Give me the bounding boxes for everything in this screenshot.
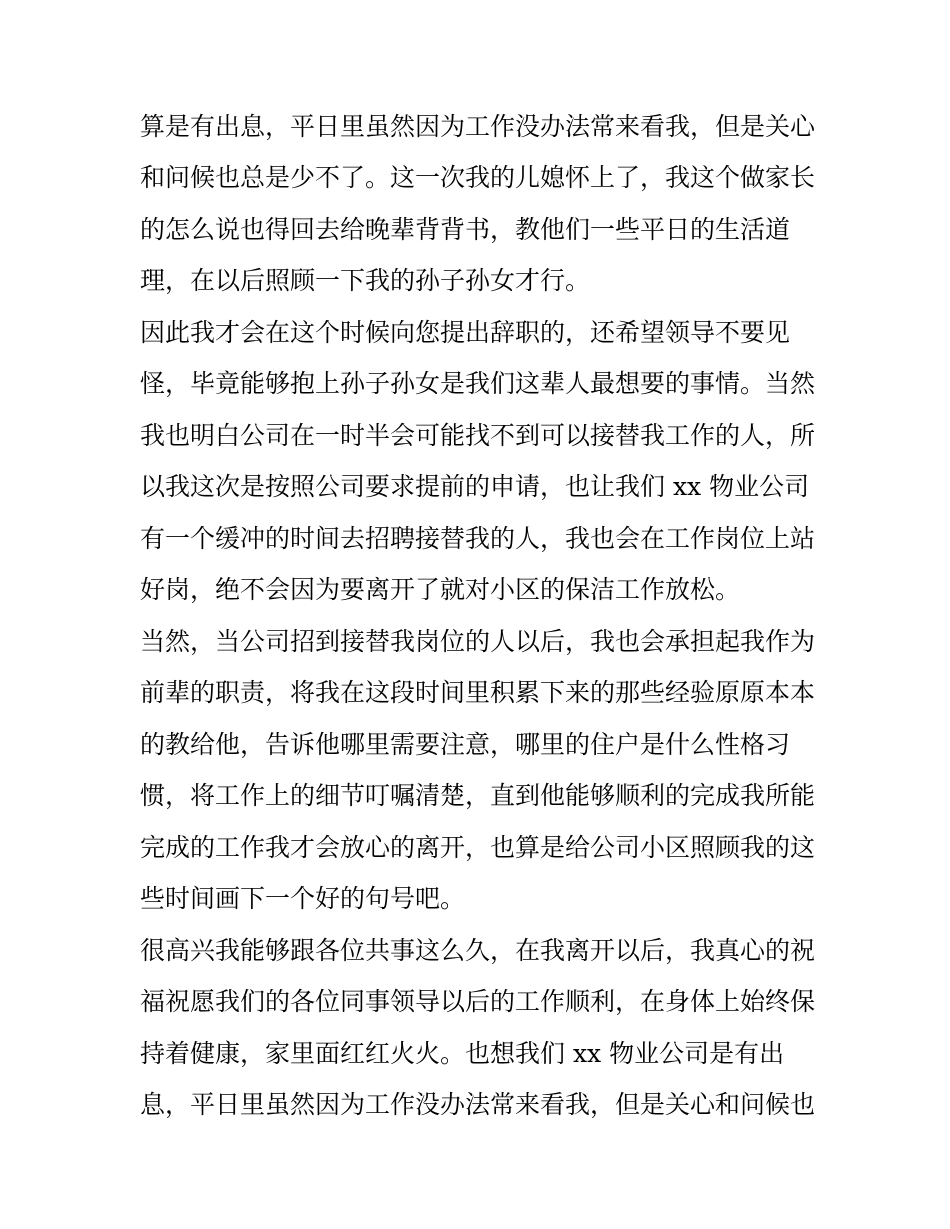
text-line: 很高兴我能够跟各位共事这么久，在我离开以后，我真心的祝 bbox=[140, 936, 816, 965]
text-line: 有一个缓冲的时间去招聘接替我的人，我也会在工作岗位上站 bbox=[140, 524, 816, 553]
text-line: 我也明白公司在一时半会可能找不到可以接替我工作的人，所 bbox=[140, 421, 816, 450]
text-line: 怪，毕竟能够抱上孙子孙女是我们这辈人最想要的事情。当然 bbox=[140, 369, 816, 398]
text-line: 些时间画下一个好的句号吧。 bbox=[140, 884, 466, 913]
text-line: 以我这次是按照公司要求提前的申请，也让我们 xx 物业公司 bbox=[140, 472, 810, 501]
text-line: 理，在以后照顾一下我的孙子孙女才行。 bbox=[140, 266, 591, 295]
text-line: 前辈的职责，将我在这段时间里积累下来的那些经验原原本本 bbox=[140, 678, 816, 707]
text-line: 和问候也总是少不了。这一次我的儿媳怀上了，我这个做家长 bbox=[140, 163, 816, 192]
text-line: 的教给他，告诉他哪里需要注意，哪里的住户是什么性格习 bbox=[140, 730, 791, 759]
text-line: 算是有出息，平日里虽然因为工作没办法常来看我，但是关心 bbox=[140, 112, 816, 141]
text-line: 息，平日里虽然因为工作没办法常来看我，但是关心和问候也 bbox=[140, 1090, 816, 1119]
text-line: 完成的工作我才会放心的离开，也算是给公司小区照顾我的这 bbox=[140, 833, 816, 862]
text-line: 好岗，绝不会因为要离开了就对小区的保洁工作放松。 bbox=[140, 575, 741, 604]
text-line: 福祝愿我们的各位同事领导以后的工作顺利，在身体上始终保 bbox=[140, 987, 816, 1016]
text-line: 当然，当公司招到接替我岗位的人以后，我也会承担起我作为 bbox=[140, 627, 816, 656]
text-line: 的怎么说也得回去给晚辈背背书，教他们一些平日的生活道 bbox=[140, 215, 791, 244]
text-line: 惯，将工作上的细节叮嘱清楚，直到他能够顺利的完成我所能 bbox=[140, 781, 816, 810]
text-line: 因此我才会在这个时候向您提出辞职的，还希望领导不要见 bbox=[140, 318, 791, 347]
text-line: 持着健康，家里面红红火火。也想我们 xx 物业公司是有出 bbox=[140, 1039, 785, 1068]
